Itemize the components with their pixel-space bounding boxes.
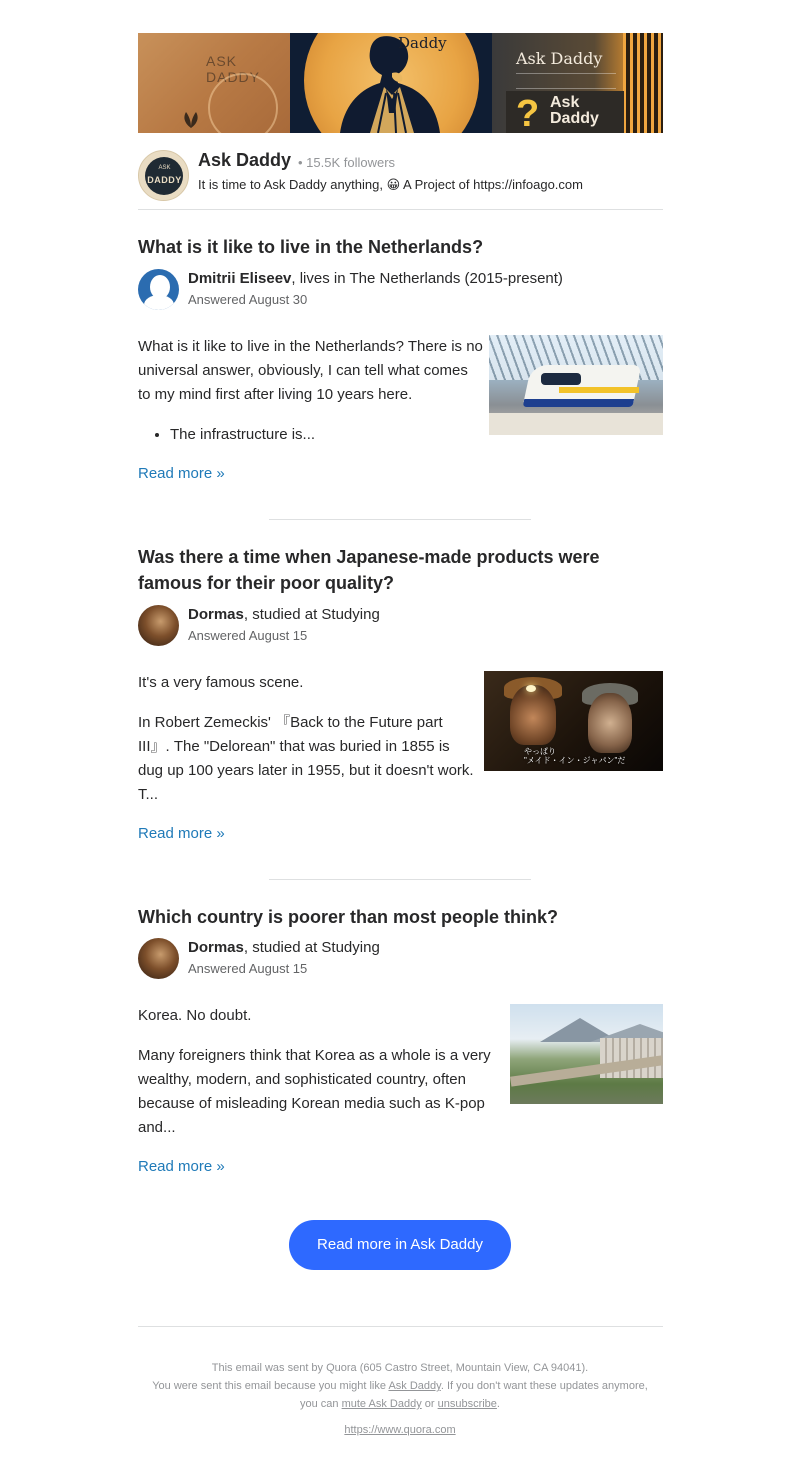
answer-excerpt [138, 1004, 498, 1156]
footer-options-text: you can [300, 1398, 342, 1410]
answer-thumbnail[interactable] [484, 671, 663, 771]
answer-card [138, 234, 663, 494]
avatar[interactable] [138, 269, 179, 310]
avatar[interactable] [138, 605, 179, 646]
space-logo-top-text: ASK [158, 165, 171, 171]
banner-panel-1-text: ASK DADDY [206, 53, 261, 85]
space-banner[interactable] [138, 33, 663, 133]
footer-divider [138, 1326, 663, 1327]
footer-reason-line [100, 1377, 700, 1395]
answer-paragraph: It's a very famous scene. [138, 674, 304, 691]
footer-options-line [100, 1395, 700, 1413]
image-subtitle [524, 747, 625, 765]
miner-face-right [588, 693, 632, 753]
answer-card [138, 544, 663, 844]
author-credential: , studied at Studying [243, 606, 380, 623]
train-window [541, 373, 581, 385]
answer-excerpt [138, 671, 478, 823]
answer-paragraph: In Robert Zemeckis' 『Back to the Future part III』. The "Delorean" that was buried in 1855 is dug up 100 years later in 1955, but it doesn't work. T... [138, 714, 474, 803]
space-name[interactable]: Ask Daddy [198, 150, 292, 170]
banner-panel-3-title: Ask Daddy [516, 49, 603, 68]
question-title[interactable]: Was there a time when Japanese-made products were famous for their poor quality? [138, 547, 600, 593]
space-header [138, 150, 663, 210]
footer-options-end: . [496, 1398, 500, 1410]
answer-separator [269, 519, 531, 520]
avatar[interactable] [138, 938, 179, 979]
train-stripe [559, 387, 639, 393]
answer-thumbnail[interactable] [489, 335, 663, 435]
answer-date: Answered August 30 [188, 292, 308, 307]
answer-paragraph: Many foreigners think that Korea as a whole is a very wealthy, modern, and sophisticated country, often because of misleading Korean media such as K-pop and... [138, 1047, 491, 1136]
avatar-body [144, 295, 174, 310]
answer-date: Answered August 15 [188, 628, 308, 643]
image-subtitle-line-1: やっぱり [524, 747, 556, 756]
answer-author [138, 938, 663, 980]
footer-reason-text-2: . If you don't want these updates anymore, [440, 1380, 648, 1392]
space-link[interactable]: Ask Daddy [388, 1380, 441, 1392]
author-name[interactable]: Dormas [188, 606, 244, 623]
banner-ring-decoration [208, 73, 278, 133]
read-more-link[interactable]: Read more » [138, 1158, 225, 1175]
helmet-lamp [526, 685, 536, 692]
footer-reason-text: You were sent this email because you might like [152, 1380, 389, 1392]
banner-panel-3-badge: Ask Daddy [550, 94, 599, 127]
train-shape [523, 365, 642, 407]
author-line [188, 939, 380, 956]
answer-excerpt [138, 335, 483, 447]
banner-text-lines [516, 73, 616, 89]
answer-date: Answered August 15 [188, 961, 308, 976]
answer-paragraph: What is it like to live in the Netherlands? There is no universal answer, obviously, I can tell what comes to my mind first after living 10 years here. [138, 338, 483, 403]
header-divider [138, 209, 663, 210]
read-more-link[interactable]: Read more » [138, 825, 225, 842]
read-more-link[interactable]: Read more » [138, 465, 225, 482]
banner-panel-1 [138, 33, 290, 133]
answer-bullets [170, 423, 483, 447]
answer-separator [269, 879, 531, 880]
footer-sender-line: This email was sent by Quora (605 Castro Street, Mountain View, CA 94041). [211, 1362, 589, 1374]
unsubscribe-link[interactable]: unsubscribe [437, 1398, 497, 1410]
answer-author [138, 605, 663, 647]
space-description: It is time to Ask Daddy anything, 😀 A Project of https://infoago.com [198, 177, 583, 192]
leaf-icon [180, 111, 202, 129]
space-followers-count: • 15.5K followers [298, 155, 396, 170]
question-title[interactable]: Which country is poorer than most people think? [138, 907, 559, 927]
space-logo-text: DADDY [147, 175, 182, 185]
author-credential: , lives in The Netherlands (2015-present) [291, 270, 563, 287]
author-name[interactable]: Dormas [188, 939, 244, 956]
author-line [188, 270, 563, 287]
banner-panel-2-text: Daddy [398, 34, 447, 52]
answer-card [138, 904, 663, 1184]
mute-space-link[interactable]: mute Ask Daddy [341, 1398, 422, 1410]
answer-paragraph: Korea. No doubt. [138, 1007, 252, 1024]
author-name[interactable]: Dmitrii Eliseev [188, 270, 292, 287]
answer-bullet: • The infrastructure is... [170, 423, 483, 447]
question-title[interactable]: What is it like to live in the Netherlands? [138, 237, 484, 257]
station-platform [489, 413, 663, 435]
author-credential: , studied at Studying [243, 939, 380, 956]
question-mark-icon: ? [516, 93, 540, 133]
email-footer [100, 1359, 700, 1439]
banner-panel-2 [290, 33, 492, 133]
miner-face-left [510, 685, 556, 745]
answer-author [138, 269, 663, 311]
read-more-in-space-button[interactable]: Read more in Ask Daddy [289, 1220, 511, 1270]
author-line [188, 606, 380, 623]
footer-options-or: or [421, 1398, 438, 1410]
answer-thumbnail[interactable] [510, 1004, 663, 1104]
banner-panel-3 [492, 33, 663, 133]
image-subtitle-line-2: "メイド・イン・ジャパン"だ [524, 756, 626, 765]
quora-url-link[interactable]: https://www.quora.com [344, 1424, 456, 1436]
space-logo[interactable] [138, 150, 189, 201]
banner-bars-decoration [623, 33, 663, 133]
